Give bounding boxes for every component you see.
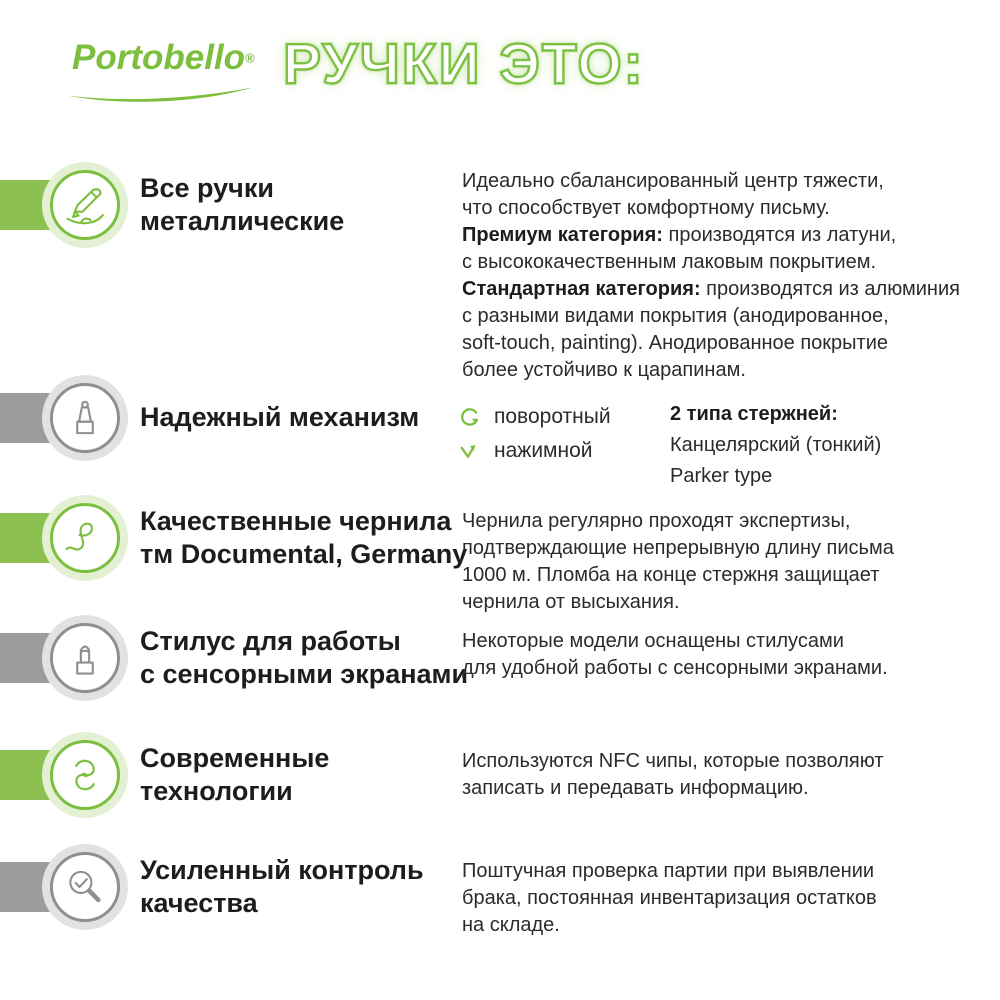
feature-heading-line: технологии	[140, 776, 293, 806]
feature-heading-line: тм Documental, Germany	[140, 539, 468, 569]
feature-heading-line: Надежный механизм	[140, 402, 420, 432]
mechanism-label: нажимной	[494, 439, 593, 462]
feature-heading	[140, 401, 419, 434]
feature-icon-badge	[42, 732, 128, 818]
refill-types-title: 2 типа стержней:	[670, 403, 838, 425]
press-arrow-icon	[458, 440, 481, 463]
feature-row-metal-pens	[0, 155, 1000, 381]
mechanism-list	[458, 400, 611, 468]
body-line: 1000 м. Пломба на конце стержня защищает	[462, 564, 880, 586]
registered-trademark-symbol: ®	[245, 50, 255, 66]
feature-row-stylus	[0, 608, 1000, 708]
brand-logo	[72, 40, 255, 75]
body-line: с разными видами покрытия (анодированное,	[462, 305, 889, 327]
mechanism-label: поворотный	[494, 405, 611, 428]
feature-icon-badge	[42, 375, 128, 461]
refill-type-item: Канцелярский (тонкий)	[670, 434, 882, 456]
feature-description	[462, 628, 1000, 682]
refill-type-item: Parker type	[670, 465, 773, 487]
feature-row-nfc	[0, 725, 1000, 825]
page-title: РУЧКИ ЭТО:	[283, 32, 645, 96]
body-line: записать и передавать информацию.	[462, 777, 809, 799]
nfc-icon	[63, 753, 107, 797]
ink-squiggle-icon	[63, 516, 107, 560]
feature-heading-line: Качественные чернила	[140, 506, 452, 536]
body-line: чернила от высыхания.	[462, 591, 680, 613]
body-line: брака, постоянная инвентаризация остатков	[462, 887, 877, 909]
feature-heading-line: качества	[140, 888, 258, 918]
feature-heading-line: с сенсорными экранами	[140, 659, 469, 689]
feature-description	[462, 858, 1000, 939]
body-line: Чернила регулярно проходят экспертизы,	[462, 510, 851, 532]
pen-tip-icon	[63, 396, 107, 440]
feature-icon-badge	[42, 495, 128, 581]
feature-heading	[140, 742, 329, 808]
body-line: для удобной работы с сенсорными экранами.	[462, 657, 888, 679]
stylus-icon	[63, 636, 107, 680]
body-line: подтверждающие непрерывную длину письма	[462, 537, 894, 559]
feature-row-quality-control	[0, 837, 1000, 937]
feature-heading-line: Стилус для работы	[140, 626, 401, 656]
feature-heading-line: Современные	[140, 743, 330, 773]
feature-description	[462, 508, 1000, 616]
body-line: более устойчиво к царапинам.	[462, 359, 746, 381]
logo-swoosh-icon	[64, 86, 256, 104]
brand-logo-text: Portobello	[72, 38, 246, 77]
feature-heading	[140, 854, 424, 920]
feature-description	[462, 748, 1000, 802]
feature-row-ink	[0, 488, 1000, 613]
feature-icon-badge	[42, 844, 128, 930]
body-line: Стандартная категория: производятся из алюминия	[462, 278, 960, 300]
magnifier-check-icon	[63, 865, 107, 909]
feature-heading-line: Усиленный контроль	[140, 855, 424, 885]
mechanism-item	[458, 400, 611, 434]
feature-heading	[140, 625, 468, 691]
body-line: Идеально сбалансированный центр тяжести,	[462, 170, 884, 192]
rotate-arrow-icon	[458, 406, 481, 429]
feature-icon-badge	[42, 615, 128, 701]
feature-heading	[140, 505, 467, 571]
body-line: Поштучная проверка партии при выявлении	[462, 860, 875, 882]
feature-description	[462, 168, 1000, 384]
body-line: Некоторые модели оснащены стилусами	[462, 630, 844, 652]
body-line: soft-touch, painting). Анодированное покрытие	[462, 332, 888, 354]
pen-in-hand-icon	[63, 183, 107, 227]
feature-icon-badge	[42, 162, 128, 248]
feature-heading	[140, 172, 344, 238]
mechanism-item	[458, 434, 611, 468]
body-line: что способствует комфортному письму.	[462, 197, 830, 219]
body-line: Используются NFC чипы, которые позволяют	[462, 750, 884, 772]
body-line: Премиум категория: производятся из латуни,	[462, 224, 897, 246]
feature-heading-line: металлические	[140, 206, 345, 236]
body-line: с высококачественным лаковым покрытием.	[462, 251, 877, 273]
feature-heading-line: Все ручки	[140, 173, 274, 203]
feature-row-mechanism	[0, 368, 1000, 487]
body-line: на складе.	[462, 914, 560, 936]
refill-types	[670, 399, 881, 492]
